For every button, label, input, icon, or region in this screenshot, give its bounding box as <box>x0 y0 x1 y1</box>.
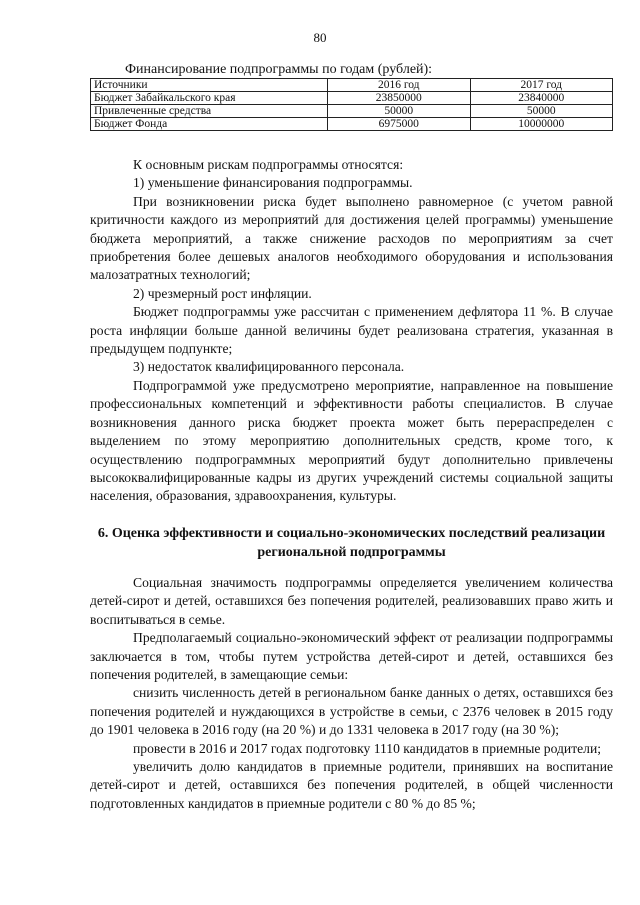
table-caption: Финансирование подпрограммы по годам (рублей): <box>125 62 433 77</box>
paragraph: К основным рискам подпрограммы относятся: <box>133 157 404 172</box>
paragraph: увеличить долю кандидатов в приемные родители, принявших на воспитание детей-сирот и детей, оставшихся без попечения родителей, в общей численности подготовленных кандидатов в приемные родители с 80 % до 85 %; <box>90 759 613 811</box>
paragraph: снизить численность детей в региональном банке данных о детях, оставшихся без попечения родителей и нуждающихся в устройстве в семьи, с 2376 человек в 2015 году до 1901 человека в 2016 году (на 20 %) и до 1331 человека в 2017 году (на 30 %); <box>90 685 613 738</box>
evaluation-section <box>90 574 613 813</box>
table-cell: 6975000 <box>328 118 471 131</box>
paragraph: 3) недостаток квалифицированного персонала. <box>133 359 405 375</box>
table-cell: Бюджет Забайкальского края <box>91 92 328 105</box>
paragraph: Социальная значимость подпрограммы определяется увеличением количества детей-сирот и детей, оставшихся без попечения родителей, реализовавших право жить и воспитываться в семье. <box>90 575 613 627</box>
financing-table <box>90 78 613 131</box>
table-cell: Бюджет Фонда <box>91 118 328 131</box>
table-row <box>91 105 613 118</box>
paragraph: Бюджет подпрограммы уже рассчитан с применением дефлятора 11 %. В случае роста инфляции больше данной величины будет реализована стратегия, указанная в предыдущем подпункте; <box>90 304 613 357</box>
header-cell: 2016 год <box>328 79 471 92</box>
table-cell: 50000 <box>470 105 613 118</box>
header-cell: 2017 год <box>470 79 613 92</box>
table-header-row <box>91 79 613 92</box>
paragraph: 2) чрезмерный рост инфляции. <box>133 285 312 301</box>
paragraph: 1) уменьшение финансирования подпрограммы. <box>133 175 413 191</box>
table-cell: Привлеченные средства <box>91 105 328 118</box>
table-cell: 50000 <box>328 105 471 118</box>
page-number: 80 <box>313 30 327 45</box>
paragraph: При возникновении риска будет выполнено равномерное (с учетом равной критичности каждого из мероприятий для достижения целей программы) уменьшение бюджета мероприятий, а также снижение расходов по мероприятиям за счет приобретения более дешевых аналогов необходимого оборудования и использования малозатратных технологий; <box>90 193 613 283</box>
paragraph: Предполагаемый социально-экономический эффект от реализации подпрограммы заключается в том, чтобы путем устройства детей-сирот и детей, оставшихся без попечения родителей, в замещающие семьи: <box>90 630 613 683</box>
paragraph: Подпрограммой уже предусмотрено мероприятие, направленное на повышение профессиональных компетенций и эффективности работы специалистов. В случае возникновения данного риска бюджет проекта может быть перераспределен с выделением по этому мероприятию дополнительных средств, кроме того, к осуществлению подпрограммных мероприятий будут дополнительно привлечены высококвалифицированные кадры из других учреждений системы социальной защиты населения, образования, здравоохранения, культуры. <box>90 377 613 504</box>
table-cell: 23850000 <box>328 92 471 105</box>
risks-section <box>90 156 613 506</box>
section-heading: 6. Оценка эффективности и социально-экономических последствий реализации региональной подпрограммы <box>97 526 606 560</box>
table-row <box>91 92 613 105</box>
table-cell: 10000000 <box>470 118 613 131</box>
table-row <box>91 118 613 131</box>
paragraph: провести в 2016 и 2017 годах подготовку 1110 кандидатов в приемные родители; <box>133 740 602 756</box>
header-cell: Источники <box>91 79 328 92</box>
table-cell: 23840000 <box>470 92 613 105</box>
